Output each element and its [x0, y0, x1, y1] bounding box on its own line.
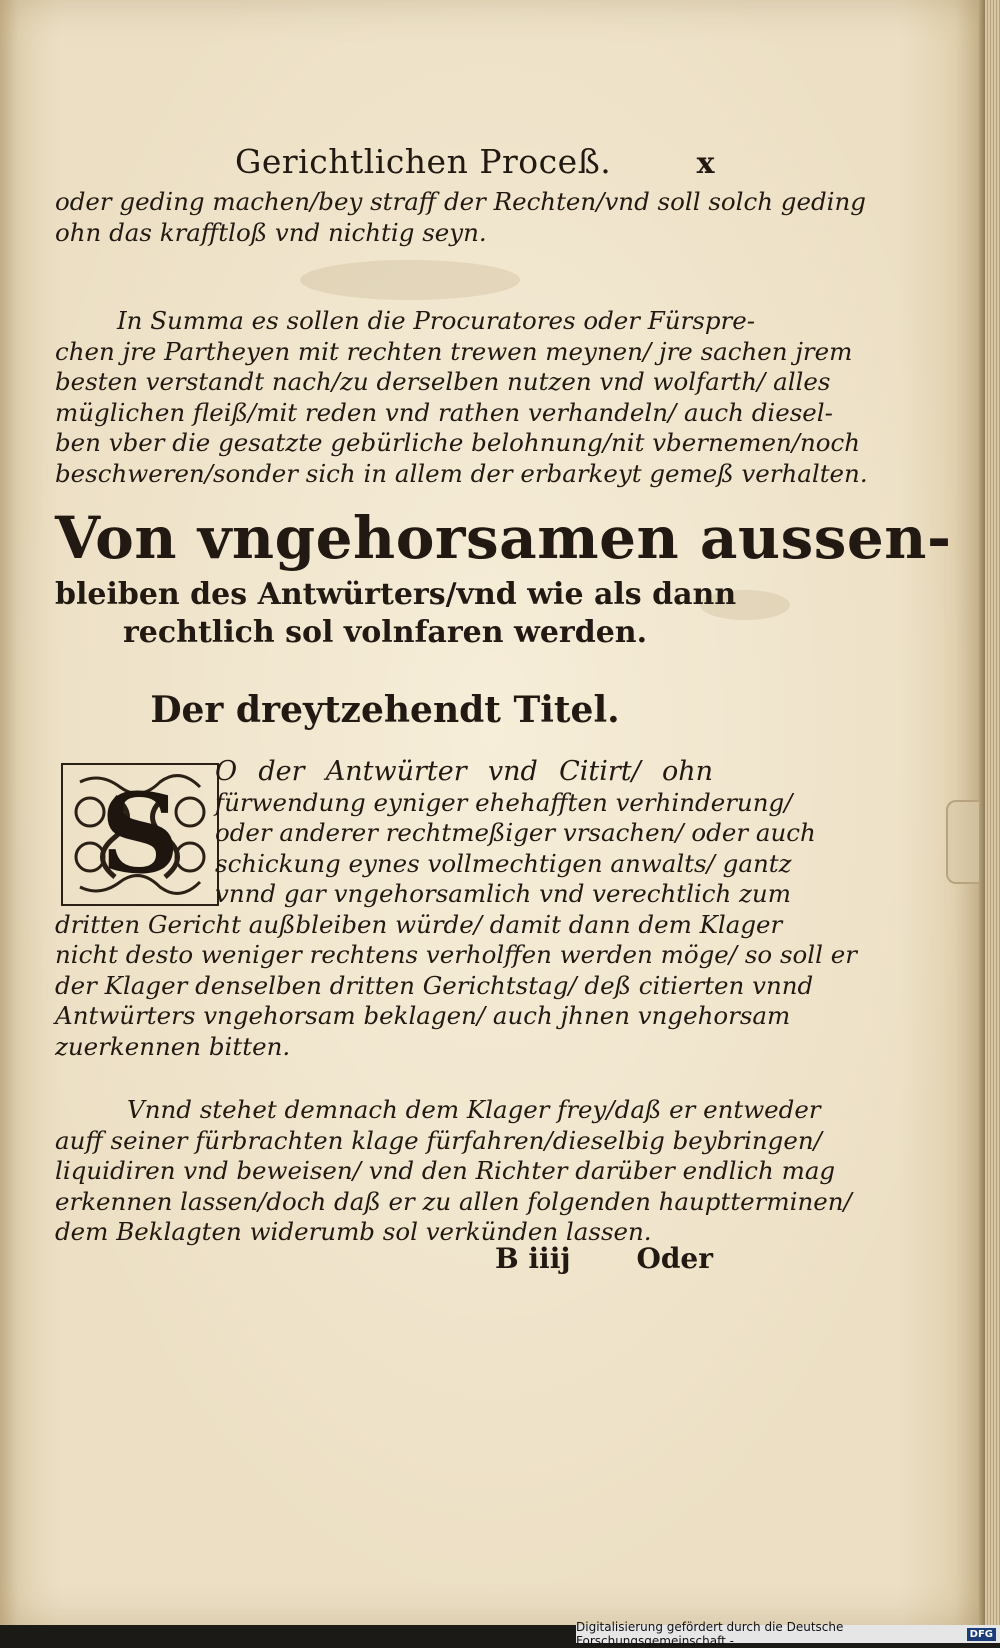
text-line: oder geding machen/bey straff der Rechten/vnd soll solch geding: [55, 187, 866, 216]
page-footer: [495, 1242, 713, 1275]
text-line: müglichen fleiß/mit reden vnd rathen verhandeln/ auch diesel-: [55, 397, 833, 427]
text-line: beschweren/sonder sich in allem der erbarkeyt gemeß verhalten.: [55, 458, 868, 488]
subheading-line: rechtlich sol volnfaren werden.: [122, 615, 648, 650]
text-line: fürwendung eyniger ehehafften verhinderung/: [215, 787, 793, 817]
catchword: Oder: [636, 1242, 713, 1275]
credit-text: Digitalisierung gefördert durch die Deutsche Forschungsgemeinschaft -: [576, 1620, 844, 1648]
text-line: oder anderer rechtmeßiger vrsachen/ oder auch: [215, 818, 816, 847]
dfg-logo: DFG: [967, 1628, 996, 1641]
text-line: nicht desto weniger rechtens verholffen werden möge/ so soll er: [55, 940, 857, 969]
text-line: schickung eynes vollmechtigen anwalts/ gantz: [215, 848, 792, 878]
paragraph-3: [55, 756, 857, 1062]
paragraph-4: [55, 1095, 852, 1248]
text-line: In Summa es sollen die Procuratores oder Fürspre-: [117, 306, 755, 335]
text-line: auff seiner fürbrachten klage fürfahren/dieselbig beybringen/: [55, 1125, 822, 1155]
text-line: dem Beklagten widerumb sol verkünden lassen.: [55, 1217, 652, 1246]
paragraph-2: [55, 306, 868, 489]
credit-bar: [576, 1620, 1000, 1648]
running-head: [235, 142, 715, 181]
text-line: der Klager denselben dritten Gerichtstag/ deß citierten vnnd: [55, 970, 814, 1000]
text-line: zuerkennen bitten.: [55, 1031, 291, 1061]
text-line: ohn das krafftloß vnd nichtig seyn.: [55, 217, 487, 247]
text-line: besten verstandt nach/zu derselben nutzen vnd wolfarth/ alles: [55, 367, 831, 396]
text-line: O der Antwürter vnd Citirt/ ohn: [215, 756, 713, 787]
page-edges: [985, 0, 1000, 1625]
subheading-line: bleiben des Antwürters/vnd wie als dann: [55, 577, 737, 612]
text-line: Vnnd stehet demnach dem Klager frey/daß er entweder: [127, 1095, 821, 1124]
text-line: ben vber die gesatzte gebürliche belohnung/nit vbernemen/noch: [55, 428, 861, 457]
text-line: Antwürters vngehorsam beklagen/ auch jhnen vngehorsam: [55, 1001, 791, 1030]
folio-number: x: [696, 146, 715, 181]
text-line: liquidiren vnd beweisen/ vnd den Richter darüber endlich mag: [55, 1156, 836, 1185]
paragraph-1: [55, 187, 866, 248]
title-heading: Der dreytzehendt Titel.: [150, 689, 620, 731]
text-line: erkennen lassen/doch daß er zu allen folgenden hauptterminen/: [55, 1186, 852, 1216]
text-line: chen jre Partheyen mit rechten trewen meynen/ jre sachen jrem: [55, 336, 853, 366]
section-heading: Von vngehorsamen aussen-: [55, 504, 952, 572]
signature-mark: B iiij: [495, 1242, 571, 1275]
stain: [300, 260, 520, 300]
section-subheading: [55, 576, 737, 652]
text-line: dritten Gericht außbleiben würde/ damit dann dem Klager: [55, 909, 783, 939]
initial-letter: S: [100, 769, 180, 898]
running-head-title: Gerichtlichen Proceß.: [235, 142, 612, 181]
text-line: vnnd gar vngehorsamlich vnd verechtlich zum: [215, 879, 791, 908]
